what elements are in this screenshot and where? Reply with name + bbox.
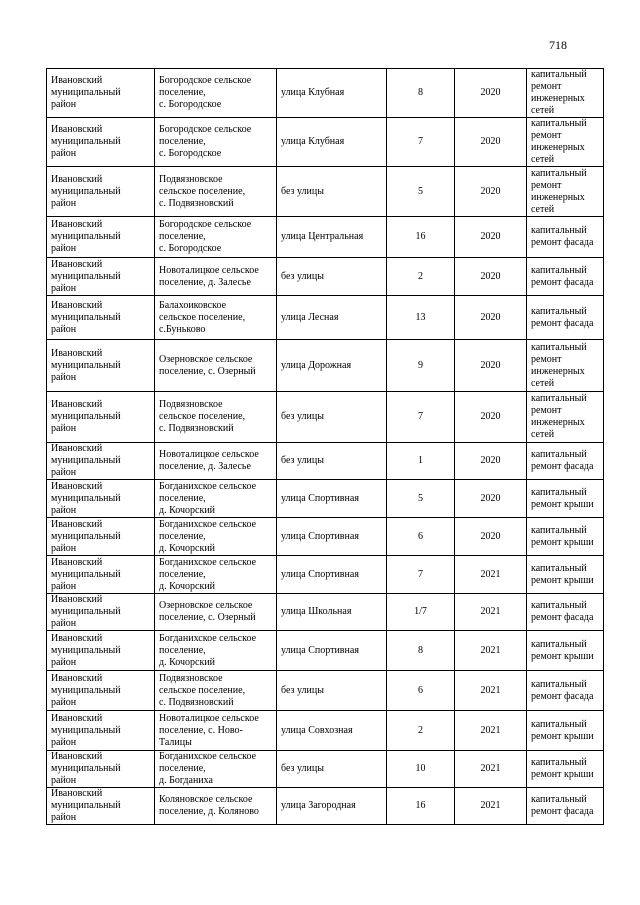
work-type-cell-text: капитальный ремонт крыши [531,486,594,510]
work-type-cell [527,118,604,167]
work-type-cell-text: капитальный ремонт инженерных сетей [531,69,587,116]
settlement-cell-text: Богданихское сельское поселение, д. Кочорский [159,518,257,554]
district-cell-text: Ивановский муниципальный район [51,124,121,159]
work-type-cell-text: капитальный ремонт фасада [531,600,594,623]
house-number-cell [387,711,455,751]
table-row [47,118,604,167]
district-cell-text: Ивановский муниципальный район [51,632,121,668]
settlement-cell [155,69,277,118]
year-cell [455,480,527,518]
house-number-cell-text: 1/7 [414,606,427,617]
street-cell-text: улица Спортивная [281,644,359,656]
year-cell-text: 2020 [480,359,501,371]
settlement-cell [155,594,277,631]
street-cell-text: без улицы [281,684,324,696]
district-cell [47,631,155,671]
street-cell [277,118,387,167]
work-type-cell [527,340,604,392]
house-number-cell [387,167,455,217]
district-cell [47,258,155,296]
street-cell-text: улица Клубная [281,87,345,98]
table-row [47,788,604,825]
street-cell-text: улица Совхозная [281,724,353,736]
settlement-cell [155,518,277,556]
settlement-cell [155,167,277,217]
district-cell-text: Ивановский муниципальный район [51,219,121,254]
work-type-cell [527,392,604,443]
house-number-cell-text: 10 [415,763,426,774]
district-cell-text: Ивановский муниципальный район [51,556,121,592]
district-cell-text: Ивановский муниципальный район [51,75,121,110]
table-row [47,443,604,480]
district-cell [47,340,155,392]
work-type-cell-text: капитальный ремонт фасада [531,225,594,248]
work-type-cell [527,217,604,258]
district-cell [47,788,155,825]
year-cell-text: 2020 [480,455,501,466]
work-type-cell-text: капитальный ремонт крыши [531,638,594,662]
house-number-cell [387,631,455,671]
house-number-cell-text: 9 [418,359,423,371]
district-cell-text: Ивановский муниципальный район [51,443,121,478]
year-cell [455,594,527,631]
street-cell-text: улица Спортивная [281,492,359,504]
year-cell [455,671,527,711]
year-cell-text: 2020 [480,492,501,504]
district-cell-text: Ивановский муниципальный район [51,751,121,786]
district-cell [47,217,155,258]
street-cell [277,594,387,631]
street-cell-text: без улицы [281,185,324,197]
district-cell [47,480,155,518]
year-cell-text: 2020 [480,270,501,282]
work-type-cell [527,556,604,594]
house-number-cell [387,118,455,167]
street-cell [277,631,387,671]
settlement-cell-text: Богданихское сельское поселение, д. Кочорский [159,480,257,516]
district-cell [47,594,155,631]
work-type-cell [527,751,604,788]
district-cell-text: Ивановский муниципальный район [51,672,121,708]
house-number-cell [387,594,455,631]
house-number-cell [387,69,455,118]
street-cell [277,556,387,594]
settlement-cell [155,631,277,671]
house-number-cell-text: 16 [415,231,426,242]
year-cell-text: 2021 [480,724,501,736]
work-type-cell [527,296,604,340]
settlement-cell [155,392,277,443]
work-type-cell-text: капитальный ремонт фасада [531,305,594,329]
table-row [47,594,604,631]
district-cell [47,118,155,167]
year-cell-text: 2020 [480,136,501,147]
work-type-cell [527,518,604,556]
settlement-cell-text: Богданихское сельское поселение, д. Богданиха [159,751,257,786]
street-cell-text: без улицы [281,270,324,282]
settlement-cell [155,217,277,258]
settlement-cell-text: Богородское сельское поселение, с. Богородское [159,124,252,159]
house-number-cell [387,480,455,518]
work-type-cell [527,167,604,217]
house-number-cell-text: 2 [418,724,423,736]
work-type-cell [527,258,604,296]
street-cell-text: улица Дорожная [281,359,352,371]
street-cell [277,167,387,217]
house-number-cell-text: 1 [418,455,423,466]
street-cell [277,340,387,392]
work-type-cell [527,671,604,711]
table-row [47,518,604,556]
year-cell [455,258,527,296]
district-cell-text: Ивановский муниципальный район [51,712,121,748]
work-type-cell-text: капитальный ремонт инженерных сетей [531,167,587,215]
house-number-cell-text: 8 [418,87,423,98]
settlement-cell-text: Подвязновское сельское поселение, с. Подвязновский [159,399,246,434]
house-number-cell [387,258,455,296]
street-cell-text: улица Загородная [281,800,356,811]
district-cell [47,711,155,751]
house-number-cell-text: 5 [418,185,423,197]
street-cell [277,480,387,518]
table-row [47,340,604,392]
year-cell [455,69,527,118]
house-number-cell-text: 7 [418,568,423,580]
year-cell-text: 2020 [480,87,501,98]
street-cell-text: улица Центральная [281,231,364,242]
street-cell [277,217,387,258]
house-number-cell-text: 8 [418,644,423,656]
street-cell [277,443,387,480]
settlement-cell [155,258,277,296]
table-row [47,217,604,258]
settlement-cell [155,296,277,340]
work-type-cell [527,69,604,118]
settlement-cell-text: Коляновское сельское поселение, д. Коляново [159,794,259,817]
district-cell-text: Ивановский муниципальный район [51,258,121,294]
settlement-cell [155,118,277,167]
year-cell [455,296,527,340]
year-cell-text: 2021 [480,568,501,580]
year-cell [455,751,527,788]
district-cell-text: Ивановский муниципальный район [51,518,121,554]
year-cell [455,340,527,392]
work-type-cell [527,711,604,751]
district-cell-text: Ивановский муниципальный район [51,173,121,209]
table-row [47,167,604,217]
street-cell [277,751,387,788]
work-type-cell-text: капитальный ремонт крыши [531,757,594,780]
work-type-cell-text: капитальный ремонт фасада [531,678,594,702]
settlement-cell-text: Богданихское сельское поселение, д. Кочорский [159,556,257,592]
year-cell [455,631,527,671]
year-cell-text: 2020 [480,231,501,242]
street-cell [277,258,387,296]
house-number-cell-text: 7 [418,136,423,147]
district-cell [47,296,155,340]
year-cell-text: 2021 [480,800,501,811]
settlement-cell-text: Новоталицкое сельское поселение, с. Ново- Талицы [159,712,259,748]
district-cell [47,167,155,217]
year-cell [455,217,527,258]
district-cell [47,751,155,788]
settlement-cell-text: Богданихское сельское поселение, д. Кочорский [159,632,257,668]
settlement-cell [155,480,277,518]
house-number-cell [387,556,455,594]
table-row [47,556,604,594]
table-row [47,69,604,118]
street-cell-text: улица Спортивная [281,530,359,542]
district-cell-text: Ивановский муниципальный район [51,347,121,383]
district-cell-text: Ивановский муниципальный район [51,594,121,629]
table-row [47,258,604,296]
table-row [47,480,604,518]
settlement-cell-text: Балахоиковское сельское поселение, с.Буньково [159,299,246,335]
work-type-cell-text: капитальный ремонт инженерных сетей [531,341,587,389]
year-cell [455,711,527,751]
repair-registry-table [46,68,604,825]
settlement-cell [155,556,277,594]
settlement-cell-text: Новоталицкое сельское поселение, д. Залесье [159,449,259,472]
year-cell [455,556,527,594]
house-number-cell [387,751,455,788]
settlement-cell-text: Подвязновское сельское поселение, с. Подвязновский [159,173,246,209]
house-number-cell [387,296,455,340]
work-type-cell-text: капитальный ремонт фасада [531,449,594,472]
page-number: 718 [549,38,567,52]
work-type-cell-text: капитальный ремонт крыши [531,524,594,548]
work-type-cell [527,594,604,631]
house-number-cell-text: 6 [418,684,423,696]
year-cell [455,392,527,443]
year-cell-text: 2020 [480,411,501,422]
district-cell-text: Ивановский муниципальный район [51,788,121,823]
house-number-cell [387,671,455,711]
year-cell-text: 2021 [480,684,501,696]
year-cell [455,518,527,556]
table-row [47,296,604,340]
year-cell [455,167,527,217]
settlement-cell-text: Озерновское сельское поселение, с. Озерный [159,600,256,623]
work-type-cell-text: капитальный ремонт инженерных сетей [531,393,587,440]
work-type-cell [527,480,604,518]
house-number-cell-text: 2 [418,270,423,282]
year-cell [455,788,527,825]
street-cell [277,711,387,751]
table-row [47,711,604,751]
district-cell [47,518,155,556]
house-number-cell-text: 5 [418,492,423,504]
settlement-cell-text: Подвязновское сельское поселение, с. Подвязновский [159,672,246,708]
work-type-cell-text: капитальный ремонт фасада [531,264,594,288]
street-cell-text: улица Школьная [281,606,352,617]
settlement-cell [155,751,277,788]
district-cell-text: Ивановский муниципальный район [51,480,121,516]
year-cell-text: 2020 [480,311,501,323]
registry-body [47,69,604,825]
street-cell-text: без улицы [281,455,324,466]
street-cell-text: улица Клубная [281,136,345,147]
district-cell-text: Ивановский муниципальный район [51,399,121,434]
work-type-cell-text: капитальный ремонт крыши [531,718,594,742]
year-cell [455,443,527,480]
work-type-cell-text: капитальный ремонт инженерных сетей [531,118,587,165]
district-cell [47,443,155,480]
settlement-cell [155,788,277,825]
district-cell-text: Ивановский муниципальный район [51,299,121,335]
settlement-cell [155,671,277,711]
district-cell [47,392,155,443]
work-type-cell [527,631,604,671]
work-type-cell [527,788,604,825]
house-number-cell-text: 6 [418,530,423,542]
year-cell [455,118,527,167]
year-cell-text: 2020 [480,185,501,197]
street-cell [277,69,387,118]
settlement-cell [155,443,277,480]
street-cell-text: улица Спортивная [281,568,359,580]
street-cell [277,392,387,443]
street-cell-text: без улицы [281,763,324,774]
street-cell [277,671,387,711]
work-type-cell-text: капитальный ремонт фасада [531,794,594,817]
street-cell [277,518,387,556]
house-number-cell [387,788,455,825]
table-row [47,671,604,711]
street-cell [277,788,387,825]
table-row [47,631,604,671]
house-number-cell [387,340,455,392]
year-cell-text: 2021 [480,763,501,774]
house-number-cell-text: 16 [415,800,426,811]
table-row [47,751,604,788]
district-cell [47,556,155,594]
table-row [47,392,604,443]
year-cell-text: 2020 [480,530,501,542]
street-cell [277,296,387,340]
street-cell-text: без улицы [281,411,324,422]
house-number-cell-text: 13 [415,311,426,323]
street-cell-text: улица Лесная [281,311,339,323]
year-cell-text: 2021 [480,606,501,617]
settlement-cell-text: Богородское сельское поселение, с. Богородское [159,219,252,254]
house-number-cell [387,443,455,480]
district-cell [47,671,155,711]
house-number-cell [387,392,455,443]
settlement-cell [155,711,277,751]
district-cell [47,69,155,118]
work-type-cell-text: капитальный ремонт крыши [531,562,594,586]
house-number-cell [387,217,455,258]
year-cell-text: 2021 [480,644,501,656]
house-number-cell-text: 7 [418,411,423,422]
settlement-cell-text: Новоталицкое сельское поселение, д. Залесье [159,264,259,288]
house-number-cell [387,518,455,556]
settlement-cell-text: Озерновское сельское поселение, с. Озерный [159,353,256,377]
settlement-cell [155,340,277,392]
work-type-cell [527,443,604,480]
settlement-cell-text: Богородское сельское поселение, с. Богородское [159,75,252,110]
